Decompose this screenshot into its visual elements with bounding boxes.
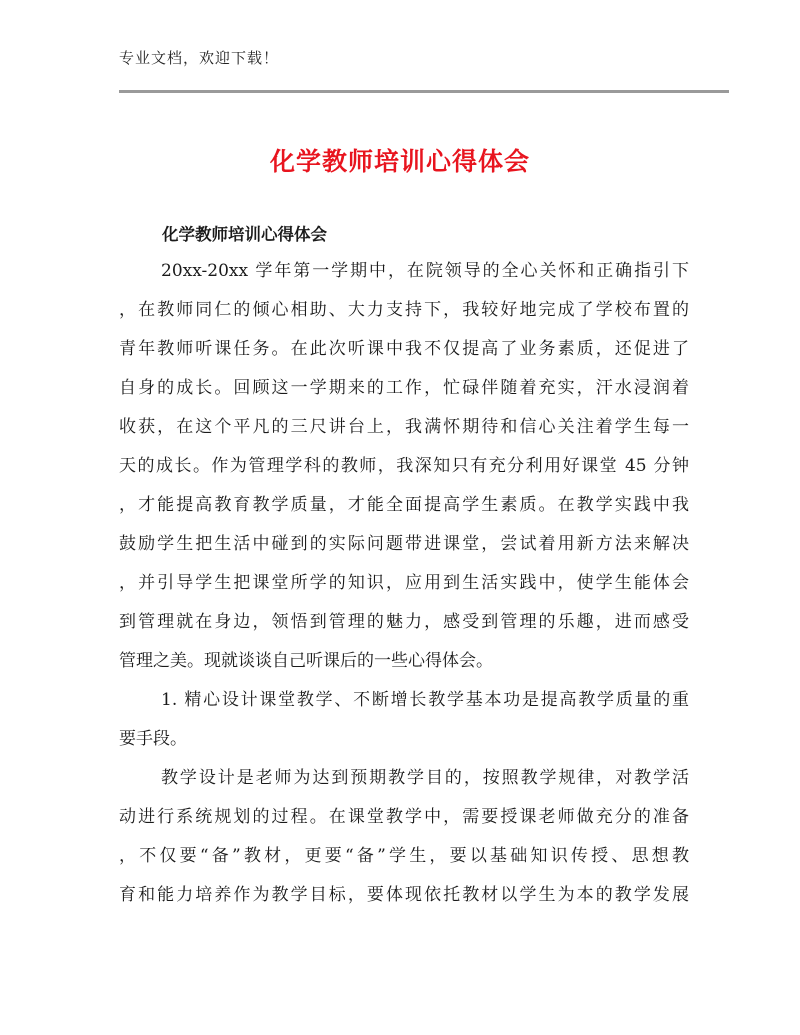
header-divider — [119, 90, 729, 93]
paragraph-line: ，不仅要“备”教材，更要“备”学生，要以基础知识传授、思想教 — [119, 846, 689, 866]
numbered-item-line: 要手段。 — [119, 729, 187, 749]
paragraph-line: ，才能提高教育教学质量，才能全面提高学生素质。在教学实践中我 — [119, 495, 689, 515]
paragraph-line: 天的成长。作为管理学科的教师，我深知只有充分利用好课堂 45 分钟 — [119, 456, 689, 476]
paragraph-line: ，在教师同仁的倾心相助、大力支持下，我较好地完成了学校布置的 — [119, 300, 689, 320]
paragraph-line: 青年教师听课任务。在此次听课中我不仅提高了业务素质，还促进了 — [119, 339, 689, 359]
paragraph-line: 教学设计是老师为达到预期教学目的，按照教学规律，对教学活 — [161, 768, 689, 788]
numbered-item-line: 1. 精心设计课堂教学、不断增长教学基本功是提高教学质量的重 — [161, 690, 689, 710]
document-subtitle: 化学教师培训心得体会 — [162, 225, 327, 244]
paragraph-line: 自身的成长。回顾这一学期来的工作，忙碌伴随着充实，汗水浸润着 — [119, 378, 689, 398]
paragraph-line: ，并引导学生把课堂所学的知识，应用到生活实践中，使学生能体会 — [119, 573, 689, 593]
document-title: 化学教师培训心得体会 — [269, 147, 530, 176]
paragraph-line: 到管理就在身边，领悟到管理的魅力，感受到管理的乐趣，进而感受 — [119, 612, 689, 632]
paragraph-line: 育和能力培养作为教学目标，要体现依托教材以学生为本的教学发展 — [119, 885, 689, 905]
paragraph-line: 管理之美。现就谈谈自己听课后的一些心得体会。 — [119, 651, 493, 671]
paragraph-line: 动进行系统规划的过程。在课堂教学中，需要授课老师做充分的准备 — [119, 807, 689, 827]
paragraph-line: 收获，在这个平凡的三尺讲台上，我满怀期待和信心关注着学生每一 — [119, 417, 689, 437]
header-note: 专业文档，欢迎下载！ — [119, 49, 280, 67]
paragraph-line: 鼓励学生把生活中碰到的实际问题带进课堂，尝试着用新方法来解决 — [119, 534, 689, 554]
paragraph-line: 20xx-20xx 学年第一学期中，在院领导的全心关怀和正确指引下 — [161, 261, 689, 281]
